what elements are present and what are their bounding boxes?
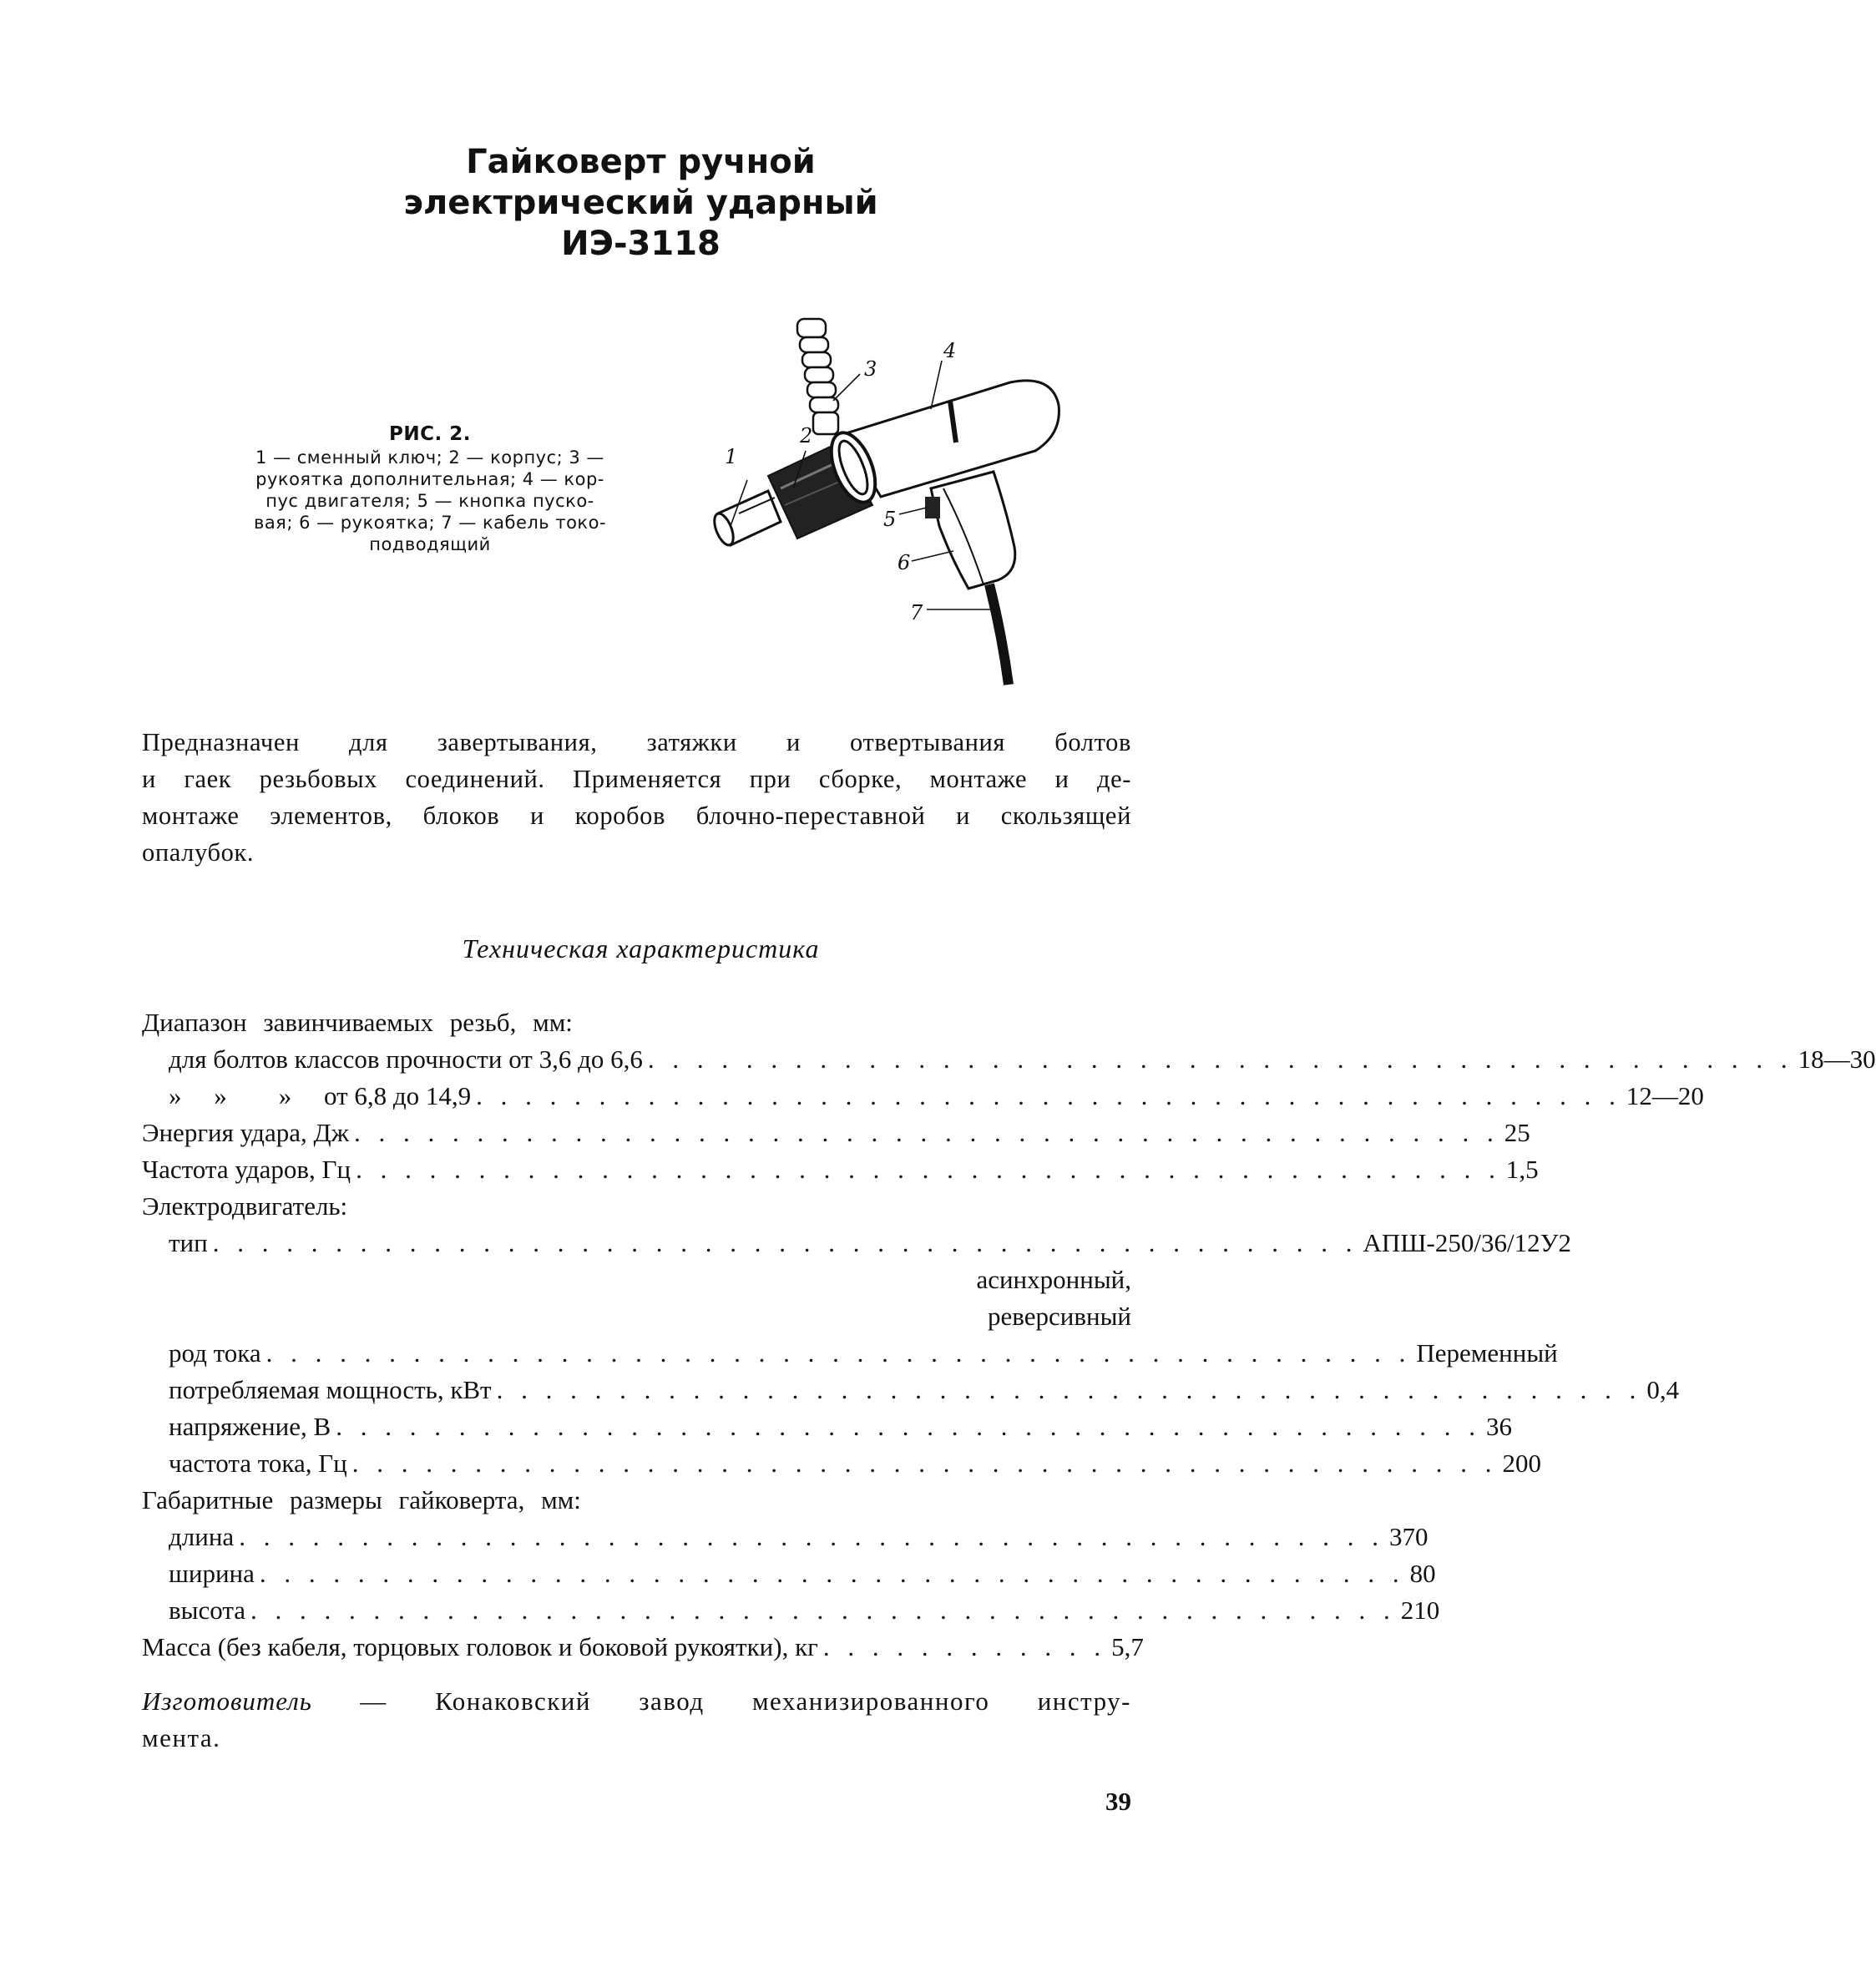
callout-4: 4 [943, 339, 957, 362]
description-paragraph [142, 724, 1131, 871]
title-line-2: электрический ударный [403, 184, 878, 222]
spec-header-threads: Диапазон завинчиваемых резьб, мм: [142, 1008, 573, 1037]
figure-caption [200, 423, 660, 555]
spec-row: Частота ударов, Гц . . . . . . . . . . . . . . . . . . . . . . . . . . . . . . . . . . . . . . . . . . . . . . . 1,5 [142, 1155, 1539, 1184]
manufacturer-text: — Конаковский завод механизированного инстру- [311, 1686, 1131, 1716]
caption-line: вая; 6 — рукоятка; 7 — кабель токо- [253, 513, 607, 533]
spec-row: Энергия удара, Дж . . . . . . . . . . . . . . . . . . . . . . . . . . . . . . . . . . . . . . . . . . . . . . . 25 [142, 1118, 1530, 1147]
callout-3: 3 [864, 357, 877, 381]
callout-5: 5 [883, 508, 897, 531]
spec-row: Масса (без кабеля, торцовых головок и боковой рукоятки), кг . . . . . . . . . . . . 5,7 [142, 1632, 1144, 1661]
caption-line: подводящий [369, 534, 491, 554]
page-title [0, 142, 1282, 265]
title-line-3: ИЭ-3118 [561, 225, 721, 263]
spec-header-dimensions: Габаритные размеры гайковерта, мм: [142, 1485, 581, 1514]
spec-row: тип . . . . . . . . . . . . . . . . . . . . . . . . . . . . . . . . . . . . . . . . . . . . . . . АПШ-250/36/12У2 [169, 1228, 1572, 1257]
title-line-1: Гайковерт ручной [466, 143, 816, 181]
caption-line: рукоятка дополнительная; 4 — кор- [255, 469, 604, 489]
spec-row: для болтов классов прочности от 3,6 до 6,6 . . . . . . . . . . . . . . . . . . . . . . . . . . . . . . . . . . . . . . . . . . . . . . . 18—30 [169, 1044, 1876, 1074]
auxiliary-handle [797, 319, 838, 434]
spec-row: » » » от 6,8 до 14,9 . . . . . . . . . . . . . . . . . . . . . . . . . . . . . . . . . . . . . . . . . . . . . . . 12—20 [169, 1081, 1704, 1110]
trigger-button [925, 497, 940, 518]
figure-label: РИС. 2. [389, 423, 471, 445]
impact-wrench-illustration [701, 309, 1077, 693]
spec-row: напряжение, В . . . . . . . . . . . . . . . . . . . . . . . . . . . . . . . . . . . . . . . . . . . . . . . 36 [169, 1412, 1512, 1441]
spec-row: потребляемая мощность, кВт . . . . . . . . . . . . . . . . . . . . . . . . . . . . . . . . . . . . . . . . . . . . . . . 0,4 [169, 1375, 1680, 1404]
spec-table-continued [142, 1594, 1440, 1669]
spec-row: частота тока, Гц . . . . . . . . . . . . . . . . . . . . . . . . . . . . . . . . . . . . . . . . . . . . . . . 200 [169, 1449, 1542, 1478]
description-line: Предназначен для завертывания, затяжки и отвертывания болтов [142, 728, 1131, 756]
callout-6: 6 [898, 551, 911, 574]
spec-row: род тока . . . . . . . . . . . . . . . . . . . . . . . . . . . . . . . . . . . . . . . . . . . . . . . Переменный [169, 1338, 1558, 1368]
spec-row: высота . . . . . . . . . . . . . . . . . . . . . . . . . . . . . . . . . . . . . . . . . . . . . . . 210 [169, 1595, 1440, 1625]
spec-row: длина . . . . . . . . . . . . . . . . . . . . . . . . . . . . . . . . . . . . . . . . . . . . . . . 370 [169, 1522, 1428, 1551]
caption-line: 1 — сменный ключ; 2 — корпус; 3 — [255, 447, 604, 468]
callout-1: 1 [725, 445, 738, 468]
description-line: и гаек резьбовых соединений. Применяется при сборке, монтаже и де- [142, 765, 1131, 793]
manufacturer-label: Изготовитель [142, 1686, 312, 1716]
spec-continuation: асинхронный, [976, 1265, 1131, 1294]
description-line: монтаже элементов, блоков и коробов блочно-переставной и скользящей [142, 801, 1131, 830]
spec-title: Техническая характеристика [462, 933, 820, 963]
spec-header-motor: Электродвигатель: [142, 1191, 348, 1221]
spec-continuation: реверсивный [988, 1302, 1131, 1331]
spec-row: ширина . . . . . . . . . . . . . . . . . . . . . . . . . . . . . . . . . . . . . . . . . . . . . . . 80 [169, 1559, 1436, 1588]
power-cable [989, 584, 1009, 685]
spec-table [142, 1006, 1876, 1607]
manufacturer-text-end: мента. [142, 1723, 221, 1752]
manufacturer-note [142, 1683, 1131, 1757]
callout-2: 2 [800, 424, 813, 447]
page-number: 39 [1105, 1787, 1131, 1816]
callout-7: 7 [910, 601, 923, 624]
description-line: опалубок. [142, 838, 255, 867]
caption-line: пус двигателя; 5 — кнопка пуско- [265, 491, 594, 511]
